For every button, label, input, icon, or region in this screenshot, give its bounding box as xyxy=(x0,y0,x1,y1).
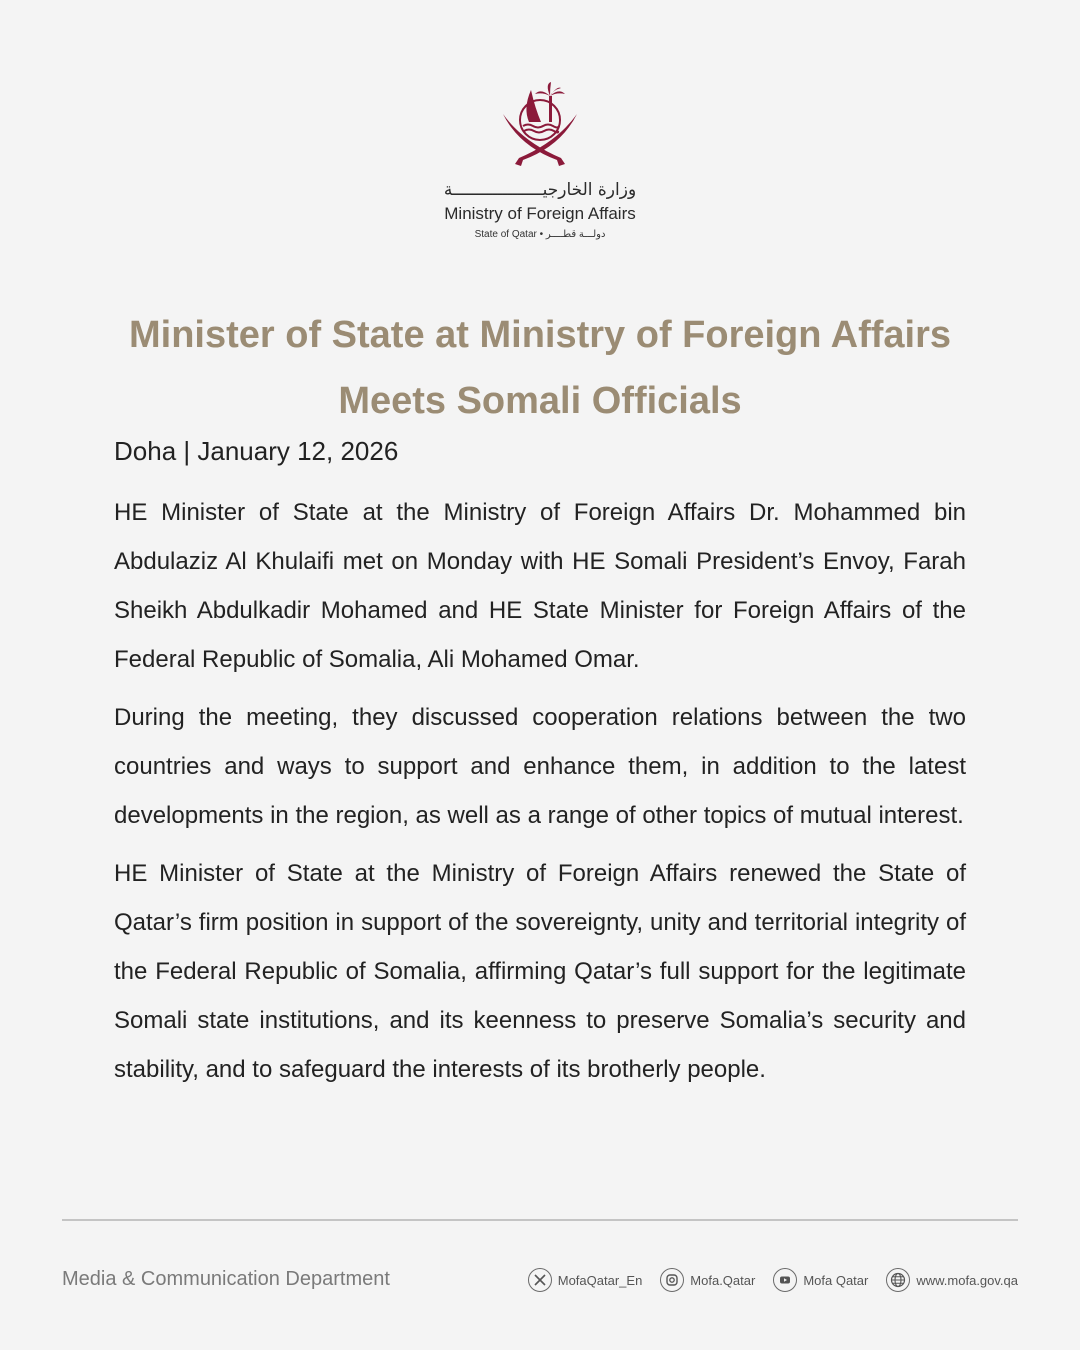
article-body xyxy=(114,488,966,1103)
ministry-logo xyxy=(0,80,1080,240)
state-of-qatar-subtitle: State of Qatar • دولـــة قطــــر xyxy=(474,229,606,240)
social-x[interactable] xyxy=(528,1268,643,1292)
social-instagram-label: Mofa.Qatar xyxy=(690,1272,756,1288)
globe-icon xyxy=(886,1268,910,1292)
footer-divider xyxy=(62,1219,1018,1221)
social-youtube[interactable] xyxy=(773,1268,868,1292)
paragraph-2: During the meeting, they discussed cooperation relations between the two countries and ways to support and enhance them, in addition to the latest developments in the region, as well as a range of other topics of mutual interest. xyxy=(114,704,966,829)
paragraph-3: HE Minister of State at the Ministry of Foreign Affairs renewed the State of Qatar’s firm position in support of the sovereignty, unity and territorial integrity of the Federal Republic of Somalia, affirming Qatar’s full support for the legitimate Somali state institutions, and its keenness to preserve Somalia’s security and stability, and to safeguard the interests of its brotherly people. xyxy=(114,860,966,1083)
social-links xyxy=(528,1268,1018,1292)
social-instagram[interactable] xyxy=(660,1268,755,1292)
social-youtube-label: Mofa Qatar xyxy=(803,1272,869,1288)
social-website[interactable] xyxy=(886,1268,1018,1292)
ministry-arabic-name: وزارة الخارجيــــــــــــــــــة xyxy=(443,180,637,200)
social-x-label: MofaQatar_En xyxy=(557,1272,643,1288)
youtube-icon xyxy=(773,1268,797,1292)
article-title-line-1: Minister of State at Ministry of Foreign Affairs xyxy=(128,314,951,356)
qatar-emblem-icon xyxy=(495,80,585,172)
instagram-icon xyxy=(660,1268,684,1292)
ministry-english-name: Ministry of Foreign Affairs xyxy=(444,204,636,223)
paragraph-1: HE Minister of State at the Ministry of Foreign Affairs Dr. Mohammed bin Abdulaziz Al Khulaifi met on Monday with HE Somali President’s Envoy, Farah Sheikh Abdulkadir Mohamed and HE State Minister for Foreign Affairs of the Federal Republic of Somalia, Ali Mohamed Omar. xyxy=(114,499,966,673)
x-icon xyxy=(528,1268,552,1292)
social-website-label: www.mofa.gov.qa xyxy=(916,1272,1018,1288)
article-title xyxy=(100,302,980,434)
dateline: Doha | January 12, 2026 xyxy=(114,436,399,466)
article-title-line-2: Meets Somali Officials xyxy=(338,380,742,422)
department-name: Media & Communication Department xyxy=(62,1268,390,1290)
